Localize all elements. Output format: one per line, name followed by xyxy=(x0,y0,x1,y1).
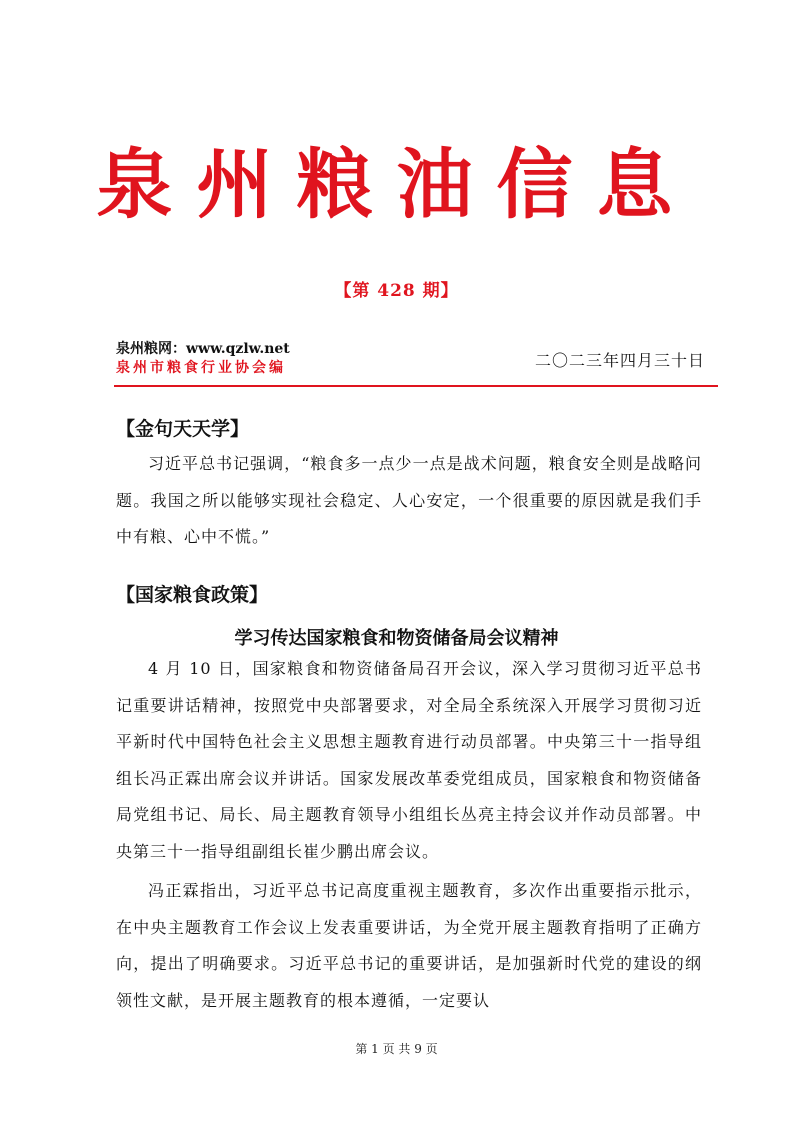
article-paragraph-1: 4 月 10 日，国家粮食和物资储备局召开会议，深入学习贯彻习近平总书记重要讲话精神，按照党中央部署要求，对全局全系统深入开展学习贯彻习近平新时代中国特色社会主义思想主题教育进行动员部署。中央第三十一指导组组长冯正霖出席会议并讲话。国家发展改革委党组成员，国家粮食和物资储备局党组书记、局长、局主题教育领导小组组长丛亮主持会议并作动员部署。中央第三十一指导组副组长崔少鹏出席会议。 xyxy=(116,659,702,861)
article-paragraph-2: 冯正霖指出，习近平总书记高度重视主题教育，多次作出重要指示批示，在中央主题教育工作会议上发表重要讲话，为全党开展主题教育指明了正确方向，提出了明确要求。习近平总书记的重要讲话，是加强新时代党的建设的纲领性文献，是开展主题教育的根本遵循，一定要认 xyxy=(116,881,702,1010)
editor-line: 泉州市粮食行业协会编 xyxy=(116,360,286,376)
page-footer: 第 1 页 共 9 页 xyxy=(355,1042,438,1056)
section-heading-policy: 【国家粮食政策】 xyxy=(116,584,269,606)
issue-date: 二〇二三年四月三十日 xyxy=(535,351,706,370)
quote-paragraph: 习近平总书记强调，“粮食多一点少一点是战术问题，粮食安全则是战略问题。我国之所以能够实现社会稳定、人心安定，一个很重要的原因就是我们手中有粮、心中不慌。” xyxy=(116,454,702,546)
section-heading-quote: 【金句天天学】 xyxy=(116,418,250,440)
article-title: 学习传达国家粮食和物资储备局会议精神 xyxy=(234,628,559,649)
header-divider xyxy=(114,385,718,387)
issue-number: 【第 428 期】 xyxy=(334,281,459,301)
masthead-title: 泉州粮油信息 xyxy=(96,140,697,229)
website-line: 泉州粮网：www.qzlw.net xyxy=(116,341,290,357)
